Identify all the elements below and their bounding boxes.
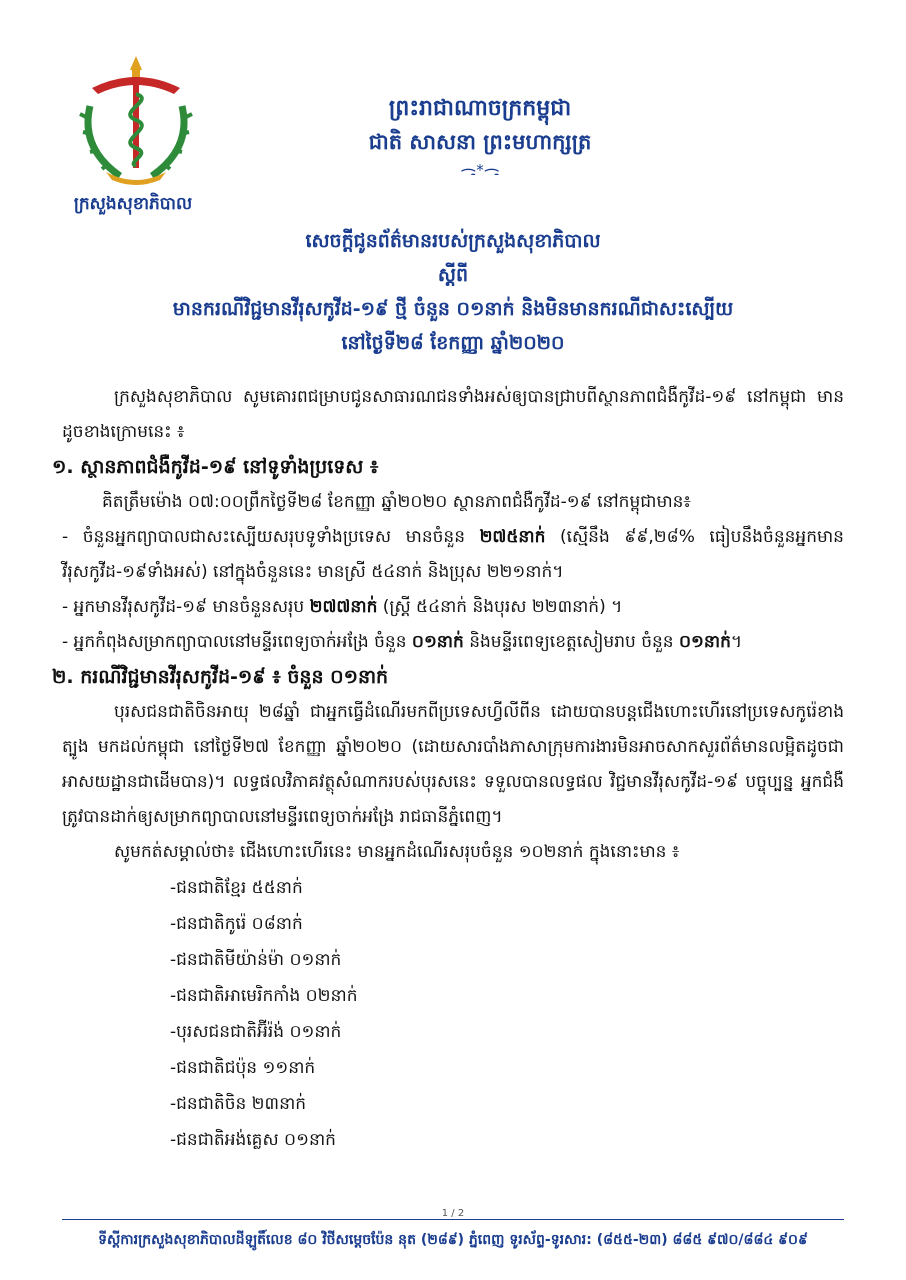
total-cases-count: ២៧៧នាក់ xyxy=(309,597,378,617)
list-item: -បុរសជនជាតិអ៊ីរ៉ង់ ០១នាក់ xyxy=(170,1022,342,1042)
recovered-count: ២៧៥នាក់ xyxy=(479,527,546,547)
page-number: 1 / 2 xyxy=(425,1208,481,1219)
title-line-3: មានករណីវិជ្ជមានវីរុសកូវីដ-១៩ ថ្មី ចំនួន ០១នាក់ និងមិនមានករណីជាសះស្បើយ xyxy=(172,298,734,320)
total-cases-bullet xyxy=(62,590,844,625)
document-title-block xyxy=(40,224,866,360)
bullet-text: ។ xyxy=(730,632,743,652)
section-2-heading: ២. ករណីវិជ្ជមានវីរុសកូវីដ-១៩ ៖ ចំនួន ០១នាក់ xyxy=(52,666,389,688)
bullet-text: (ស្មើនឹង ៩៩,២៨% ធៀបនឹងចំនួនអ្នកមានវីរុសកូវីដ-១៩ទាំងអស់) នៅក្នុងចំនួននេះ មានស្រី ៥៤នាក់ និងប្រុស ២២១នាក់។ xyxy=(62,527,844,582)
list-item: -ជនជាតិអង់គ្លេស ០១នាក់ xyxy=(170,1130,336,1150)
kingdom-title: ព្រះរាជាណាចក្រកម្ពុជា xyxy=(388,96,572,121)
list-item: -ជនជាតិខ្មែរ ៥៥នាក់ xyxy=(170,878,303,898)
hospitalized-count-1: ០១នាក់ xyxy=(411,632,464,652)
ornament-divider: ᯏ*ᯏ xyxy=(460,161,500,179)
hospitalized-count-2: ០១នាក់ xyxy=(678,632,731,652)
title-line-2: ស្តីពី xyxy=(437,264,469,286)
section-1-lead: គិតត្រឹមម៉ោង ០៧:០០ព្រឹកថ្ងៃទី២៨ ខែកញ្ញា ឆ្នាំ២០២០ ស្ថានភាពជំងឺកូវីដ-១៩ នៅកម្ពុជាមាន៖ xyxy=(102,492,691,512)
footer-address: ទីស្តីការក្រសួងសុខាភិបាលដីឡូតិ៍លេខ ៨០ វិថីសម្តេចប៉ែន នុត (២៨៩) ភ្នំពេញ ទូរស័ព្ទ-ទូរសារ: (៨៥៥-២៣) ៨៨៥ ៩៧០/៨៨៤ ៩០៩ xyxy=(98,1232,808,1248)
recovered-bullet xyxy=(62,520,844,590)
national-motto: ជាតិ សាសនា ព្រះមហាក្សត្រ xyxy=(368,130,592,154)
bullet-text: (ស្ត្រី ៥៤នាក់ និងបុរស ២២៣នាក់) ។ xyxy=(377,597,623,617)
case-paragraph: បុរសជនជាតិចិនអាយុ ២៨ឆ្នាំ ជាអ្នកធ្វើដំណើរមកពីប្រទេសហ្វីលីពីន ដោយបានបន្តជើងហោះហើរនៅប្រទេសកូរ៉េខាងត្បូង មកដល់កម្ពុជា នៅថ្ងៃទី២៧ ខែកញ្ញា ឆ្នាំ២០២០ (ដោយសារបាំងភាសាក្រុមការងារមិនអាចសាកសួរព័ត៌មានលម្អិតដូចជាអាសយដ្ឋានជាដើមបាន)។ លទ្ធផលវិភាគវត្ថុសំណាករបស់បុរសនេះ ទទួលបានលទ្ធផល វិជ្ជមានវីរុសកូវីដ-១៩ បច្ចុប្បន្ន អ្នកជំងឺ ត្រូវបានដាក់ឲ្យសម្រាកព្យាបាលនៅមន្ទីរពេទ្យចាក់អង្រែ រាជធានីភ្នំពេញ។ xyxy=(62,702,844,827)
bullet-text: និងមន្ទីរពេទ្យខេត្តសៀមរាប ចំនួន xyxy=(463,632,679,652)
list-item: -ជនជាតិអាមេរិកកាំង ០២នាក់ xyxy=(170,986,358,1006)
ministry-label: ក្រសួងសុខាភិបាល xyxy=(73,194,193,214)
list-item: -ជនជាតិជប៉ុន ១១នាក់ xyxy=(170,1058,316,1078)
list-item: -ជនជាតិចិន ២៣នាក់ xyxy=(170,1094,307,1114)
bullet-text: - ចំនួនអ្នកព្យាបាលជាសះស្បើយសរុបទូទាំងប្រទេស មានចំនួន xyxy=(62,527,480,547)
flight-note: សូមកត់សម្គាល់ថា៖ ជើងហោះហើរនេះ មានអ្នកដំណើរសរុបចំនួន ១០២នាក់ ក្នុងនោះមាន ៖ xyxy=(114,842,680,862)
footer-divider xyxy=(62,1219,844,1220)
bullet-text: - អ្នកកំពុងសម្រាកព្យាបាលនៅមន្ទីរពេទ្យចាក់អង្រែ ចំនួន xyxy=(62,632,412,652)
title-date: នៅថ្ងៃទី២៨ ខែកញ្ញា ឆ្នាំ២០២០ xyxy=(341,332,565,354)
title-line-1: សេចក្តីជូនព័ត៌មានរបស់ក្រសួងសុខាភិបាល xyxy=(305,230,601,252)
list-item: -ជនជាតិមីយ៉ាន់ម៉ា ០១នាក់ xyxy=(170,950,342,970)
kingdom-header xyxy=(290,92,670,182)
document-body xyxy=(52,380,844,1158)
intro-paragraph: ក្រសួងសុខាភិបាល សូមគោរពជម្រាបជូនសាធារណជនទាំងអស់ឲ្យបានជ្រាបពីស្ថានភាពជំងឺកូវីដ-១៩ នៅកម្ពុជា មានដូចខាងក្រោមនេះ ៖ xyxy=(62,387,844,442)
section-1-heading: ១. ស្ថានភាពជំងឺកូវីដ-១៩ នៅទូទាំងប្រទេស ៖ xyxy=(52,456,379,478)
ministry-emblem-icon xyxy=(70,48,202,190)
hospitalized-bullet xyxy=(62,625,844,660)
passenger-list xyxy=(170,870,844,1158)
bullet-text: - អ្នកមានវីរុសកូវីដ-១៩ មានចំនួនសរុប xyxy=(62,597,310,617)
list-item: -ជនជាតិកូរ៉េ ០៨នាក់ xyxy=(170,914,303,934)
